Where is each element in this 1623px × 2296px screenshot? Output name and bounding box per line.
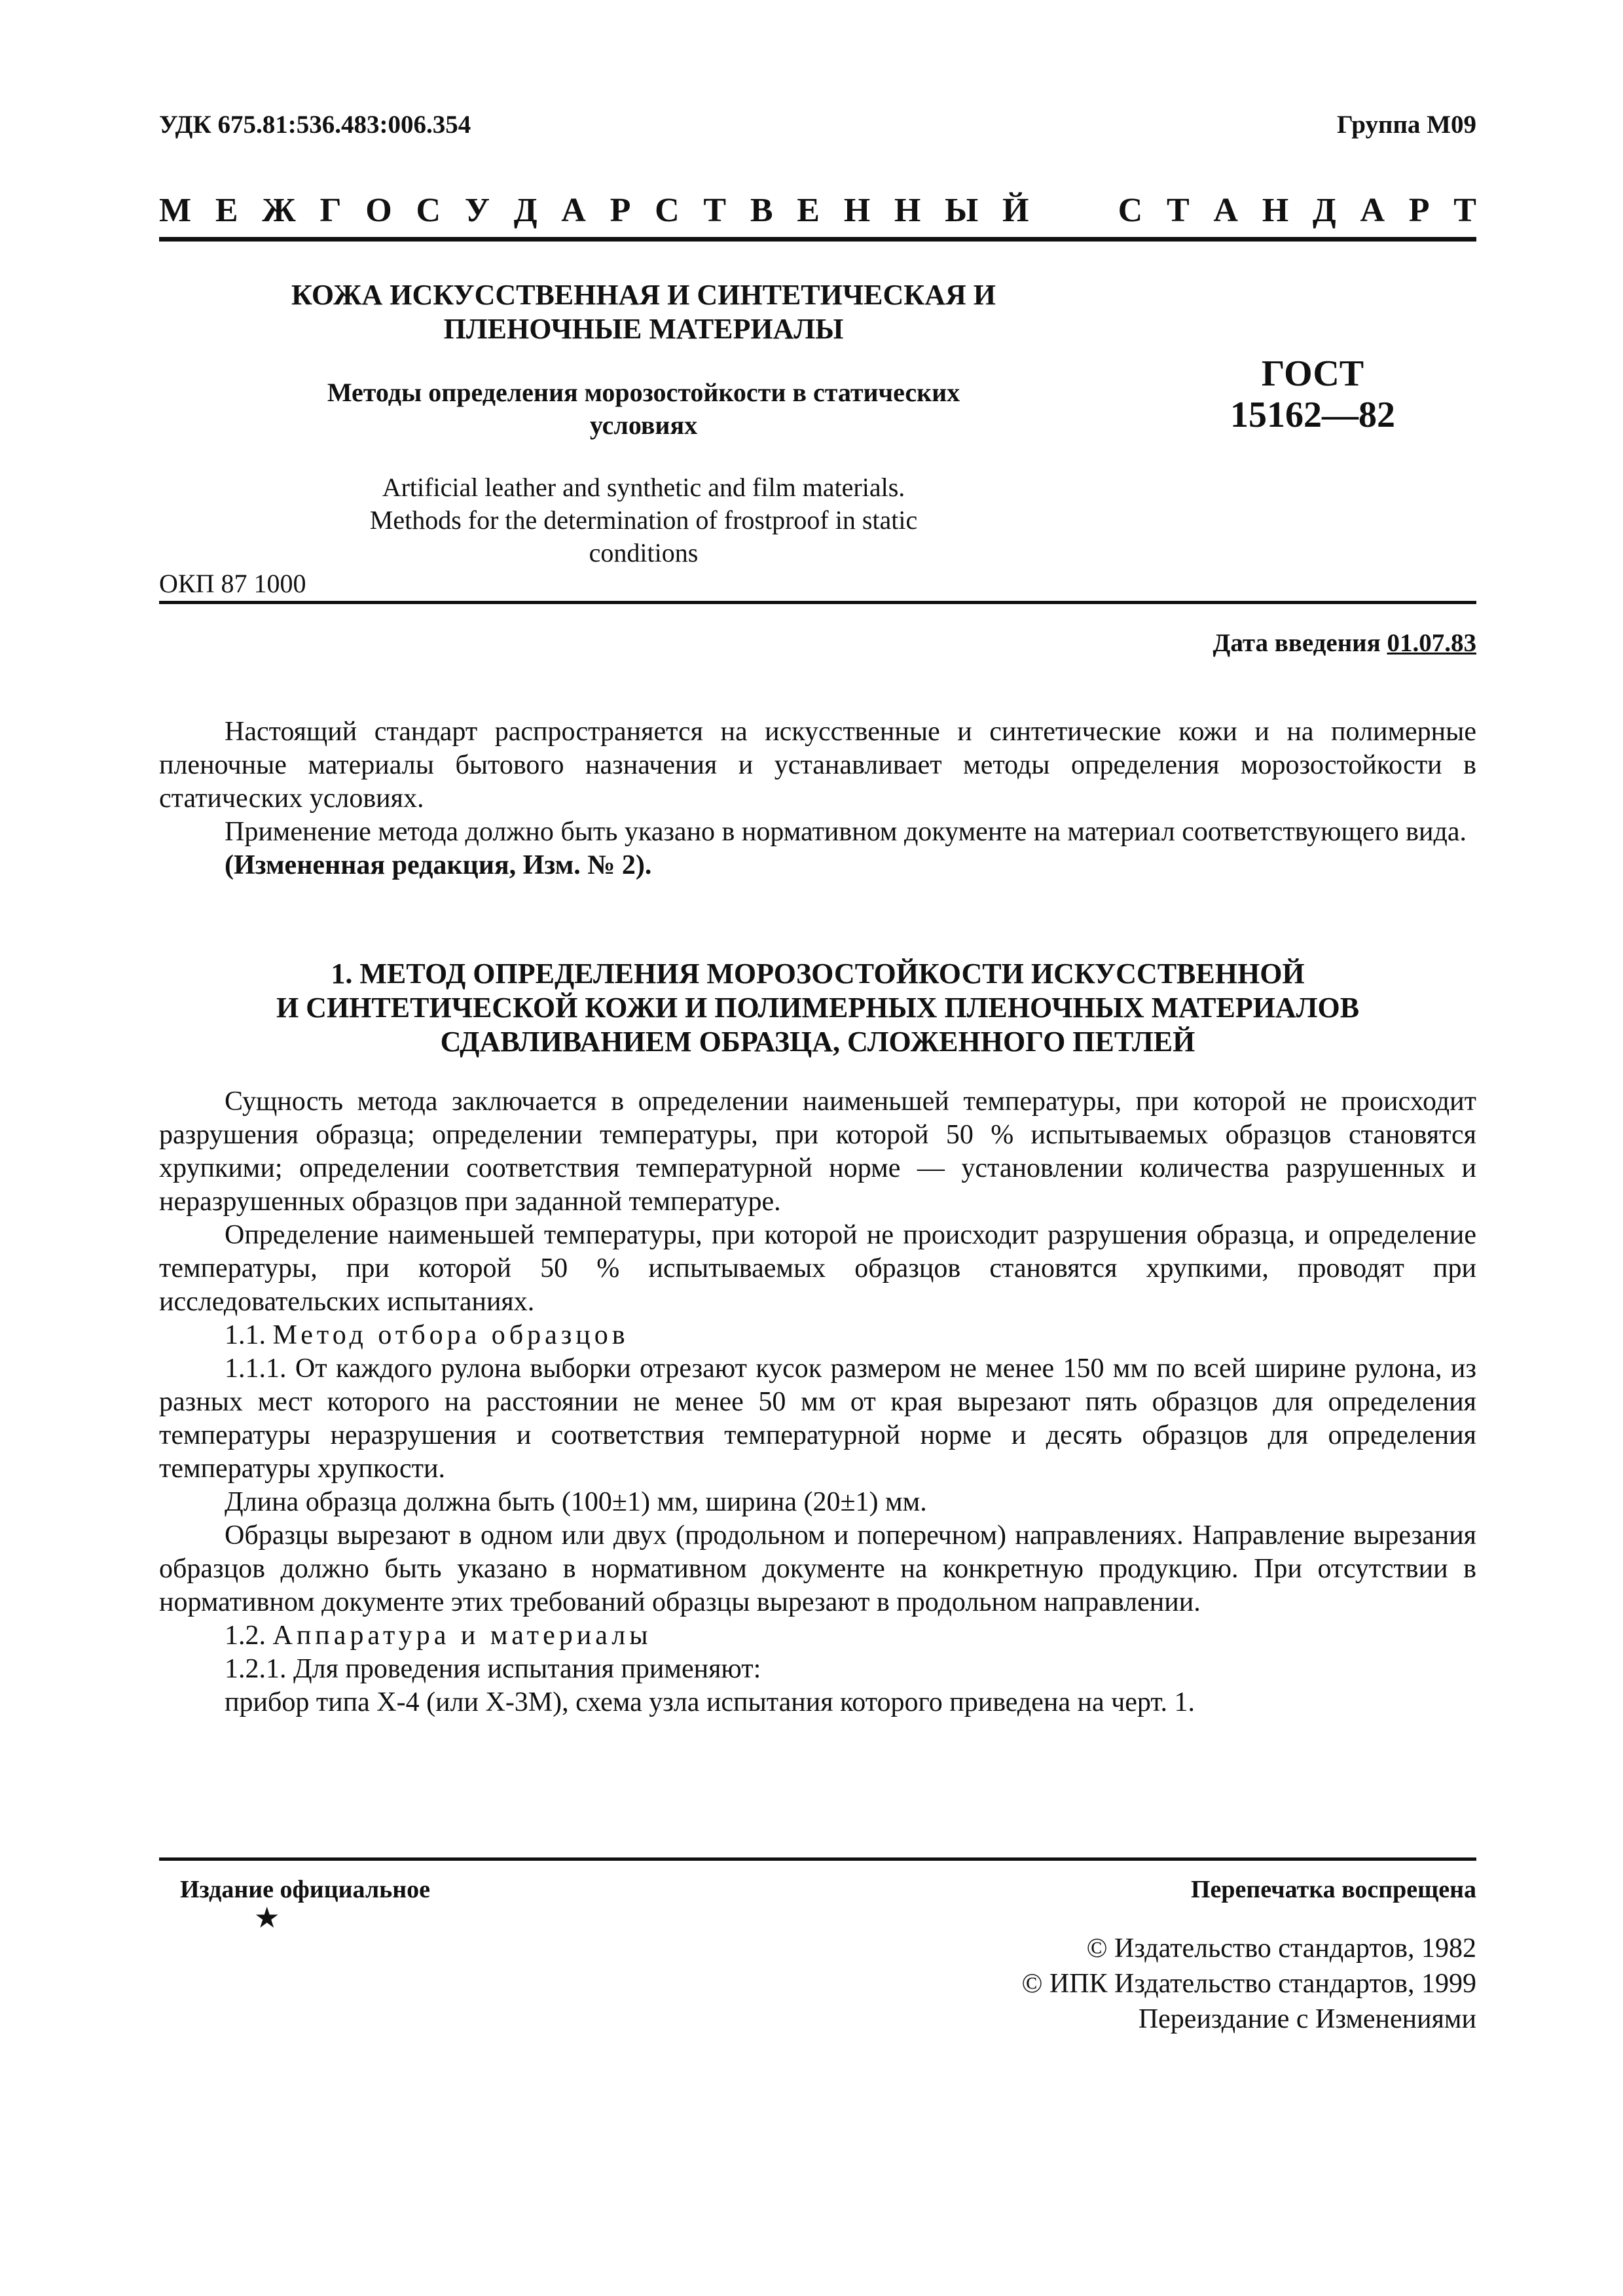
- banner-letter: Е: [215, 192, 238, 229]
- subsection-heading: [159, 1319, 1476, 1352]
- okp-code: ОКП 87 1000: [159, 569, 306, 598]
- section-paragraph: Сущность метода заключается в определении наименьшей температуры, при которой не происходит разрушения образца; определении температуры, при которой 50 % испытываемых образцов становятся хрупкими; определении соответствия температурной норме — установлении количества разрушенных и неразрушенных образцов при заданной температуре.: [159, 1086, 1476, 1217]
- gost-number: 15162—82: [1230, 394, 1395, 435]
- reprint-prohibited: Перепечатка воспрещена: [1190, 1876, 1476, 1903]
- reissue-note: Переиздание с Изменениями: [1138, 2004, 1476, 2034]
- banner-letter: Н: [843, 192, 871, 229]
- title-english-line: conditions: [589, 538, 699, 567]
- subsection-heading: [159, 1619, 1476, 1653]
- subsection-number: 1.1.: [225, 1320, 273, 1350]
- title-english-line: Artificial leather and synthetic and film materials.: [382, 473, 905, 502]
- banner-letter: А: [1213, 192, 1238, 229]
- section-paragraph: прибор типа Х-4 (или Х-3М), схема узла испытания которого приведена на черт. 1.: [225, 1687, 1195, 1717]
- banner-letter: Д: [1312, 192, 1336, 229]
- banner-letter: Т: [1166, 192, 1190, 229]
- copyright-line: © ИПК Издательство стандартов, 1999: [1021, 1969, 1476, 1999]
- banner-letter: В: [750, 192, 773, 229]
- banner-letter: С: [655, 192, 680, 229]
- section-paragraph: 1.1.1. От каждого рулона выборки отрезают кусок размером не менее 150 мм по всей ширине рулона, из разных мест которого на расстоянии не менее 50 мм от края вырезают пять образцов для определения температуры неразрушения и соответствия температурной норме и десять образцов для определения температуры хрупкости.: [159, 1354, 1476, 1484]
- banner-letter: Р: [1408, 192, 1430, 229]
- banner-letter: Д: [513, 192, 538, 229]
- banner-letter: У: [464, 192, 490, 229]
- subsection-number: 1.2.: [225, 1621, 273, 1651]
- section-paragraph: Определение наименьшей температуры, при которой не происходит разрушения образца, и определение температуры, при которой 50 % испытываемых образцов становятся хрупкими, проводят при исследовательских испытаниях.: [159, 1220, 1476, 1317]
- banner-rule: [159, 237, 1476, 242]
- banner-letter: Р: [610, 192, 631, 229]
- title-english-line: Methods for the determination of frostproof in static: [369, 505, 918, 535]
- copyright-block: [814, 1931, 1476, 2037]
- title-subtitle: [159, 376, 1128, 442]
- section-heading-line: СДАВЛИВАНИЕМ ОБРАЗЦА, СЛОЖЕННОГО ПЕТЛЕЙ: [440, 1026, 1195, 1058]
- banner-letter: Н: [1262, 192, 1289, 229]
- banner-letter: Т: [703, 192, 727, 229]
- section-body: [159, 1085, 1476, 1719]
- amendment-note: (Измененная редакция, Изм. № 2).: [225, 850, 652, 880]
- title-main-line: КОЖА ИСКУССТВЕННАЯ И СИНТЕТИЧЕСКАЯ И: [291, 279, 996, 311]
- section-paragraph: Образцы вырезают в одном или двух (продольном и поперечном) направлениях. Направление вырезания образцов должно быть указано в нормативном документе на конкретную продукцию. При отсутствии в нормативном документе этих требований образцы вырезают в продольном направлении.: [159, 1520, 1476, 1617]
- section-heading-line: И СИНТЕТИЧЕСКОЙ КОЖИ И ПОЛИМЕРНЫХ ПЛЕНОЧНЫХ МАТЕРИАЛОВ: [276, 992, 1360, 1024]
- title-rule: [159, 601, 1476, 604]
- banner-letter: С: [416, 192, 441, 229]
- intro-paragraph: Настоящий стандарт распространяется на искусственные и синтетические кожи и на полимерные пленочные материалы бытового назначения и устанавливает методы определения морозостойкости в статических условиях.: [159, 717, 1476, 814]
- intro-text: [159, 715, 1476, 882]
- copyright-line: © Издательство стандартов, 1982: [1086, 1933, 1476, 1964]
- banner-gap: [1053, 191, 1061, 230]
- banner-letter: С: [1118, 192, 1143, 229]
- gost-label: ГОСТ: [1261, 353, 1364, 394]
- banner: [159, 191, 1476, 230]
- introduction-date: [159, 628, 1476, 658]
- date-value: 01.07.83: [1387, 629, 1476, 657]
- group-code: Группа М09: [1336, 111, 1476, 139]
- banner-letter: А: [1360, 192, 1385, 229]
- subsection-title: Метод отбора образцов: [272, 1320, 629, 1350]
- banner-letter: О: [365, 192, 392, 229]
- section-paragraph: Длина образца должна быть (100±1) мм, ширина (20±1) мм.: [225, 1487, 927, 1517]
- section-heading: [159, 957, 1476, 1059]
- banner-letter: М: [159, 192, 192, 229]
- section-heading-line: 1. МЕТОД ОПРЕДЕЛЕНИЯ МОРОЗОСТОЙКОСТИ ИСКУССТВЕННОЙ: [331, 958, 1305, 990]
- title-english: [159, 471, 1128, 569]
- banner-letter: А: [561, 192, 586, 229]
- banner-letter: Н: [894, 192, 921, 229]
- banner-letter: Ы: [945, 192, 979, 229]
- official-edition: Издание официальное: [180, 1876, 431, 1903]
- intro-paragraph: Применение метода должно быть указано в нормативном документе на материал соответствующего вида.: [225, 817, 1467, 847]
- banner-letter: Е: [797, 192, 820, 229]
- title-subtitle-line: условиях: [589, 410, 698, 440]
- udk-code: УДК 675.81:536.483:006.354: [159, 111, 471, 139]
- gost-designation: [1133, 353, 1493, 435]
- title-main: [159, 278, 1128, 346]
- banner-letter: Т: [1453, 192, 1476, 229]
- banner-letter: Й: [1002, 192, 1029, 229]
- star-icon: ★: [254, 1902, 280, 1934]
- banner-letter: Ж: [262, 192, 296, 229]
- title-main-line: ПЛЕНОЧНЫЕ МАТЕРИАЛЫ: [443, 312, 844, 345]
- title-subtitle-line: Методы определения морозостойкости в статических: [327, 378, 960, 407]
- banner-gap: [1085, 191, 1094, 230]
- date-label: Дата введения: [1213, 629, 1387, 657]
- footer-rule: [159, 1857, 1476, 1861]
- subsection-title: Аппаратура и материалы: [272, 1621, 652, 1651]
- banner-letter: Г: [319, 192, 342, 229]
- section-paragraph: 1.2.1. Для проведения испытания применяют:: [225, 1654, 761, 1684]
